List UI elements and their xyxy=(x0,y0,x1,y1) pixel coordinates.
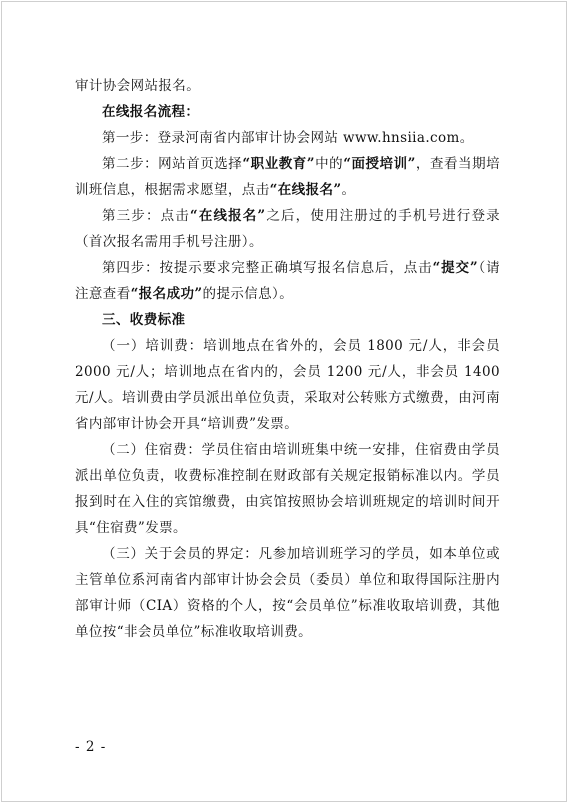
emphasis-text: “在线报名” xyxy=(189,208,266,224)
text-run: 第四步：按提示要求完整正确填写报名信息后，点击 xyxy=(102,260,433,276)
paragraph-step-2 xyxy=(75,151,500,203)
emphasis-text: “报名成功” xyxy=(130,286,203,302)
emphasis-text: “在线报名” xyxy=(269,182,342,198)
text-run: ，查看当期培训班信息，根据需求愿望，点击 xyxy=(75,156,501,198)
text-run: （三）关于会员的界定：凡参加培训班学习的学员，如本单位或主管单位系河南省内部审计协会会员（委员）单位和取得国际注册内部审计师（CIA）资格的个人，按“会员单位”标准收取培训费，其他单位按“非会员单位”标准收取培训费。 xyxy=(75,546,500,640)
heading-text: 在线报名流程： xyxy=(102,104,200,120)
paragraph-accommodation-fee xyxy=(75,437,500,541)
section-heading-fees xyxy=(75,307,500,333)
paragraph-step-4 xyxy=(75,255,500,307)
paragraph-step-1 xyxy=(75,125,500,151)
text-run: 中的 xyxy=(314,156,344,172)
document-body xyxy=(75,73,500,645)
text-run: 第三步：点击 xyxy=(102,208,190,224)
text-run: （请注意查看 xyxy=(75,260,501,302)
text-run: 的提示信息）。 xyxy=(202,286,294,302)
text-run: 审计协会网站报名。 xyxy=(75,78,201,94)
page-number: - 2 - xyxy=(75,739,107,755)
emphasis-text: “提交” xyxy=(432,260,479,276)
paragraph-step-3 xyxy=(75,203,500,255)
text-run: 第一步：登录河南省内部审计协会网站 www.hnsiia.com。 xyxy=(102,130,474,146)
section-heading-online-registration xyxy=(75,99,500,125)
text-run: 第二步：网站首页选择 xyxy=(102,156,243,172)
emphasis-text: “职业教育” xyxy=(242,156,315,172)
paragraph-training-fee xyxy=(75,333,500,437)
text-run: （一）培训费：培训地点在省外的，会员 1800 元/人，非会员 2000 元/人；培训地点在省内的，会员 1200 元/人，非会员 1400 元/人。培训费由学员派出单位负责，采取对公转账方式缴费，由河南省内部审计协会开具“培训费”发票。 xyxy=(75,338,500,432)
paragraph-member-definition xyxy=(75,541,500,645)
emphasis-text: “面授培训” xyxy=(343,156,416,172)
text-run: （二）住宿费：学员住宿由培训班集中统一安排，住宿费由学员派出单位负责，收费标准控制在财政部有关规定报销标准以内。学员报到时在入住的宾馆缴费，由宾馆按照协会培训班规定的培训时间开具“住宿费”发票。 xyxy=(75,442,500,536)
text-run: 之后，使用注册过的手机号进行登录（首次报名需用手机号注册）。 xyxy=(75,208,500,250)
paragraph-continuation xyxy=(75,73,500,99)
heading-text: 三、收费标准 xyxy=(102,312,186,328)
text-run: 。 xyxy=(341,182,356,198)
